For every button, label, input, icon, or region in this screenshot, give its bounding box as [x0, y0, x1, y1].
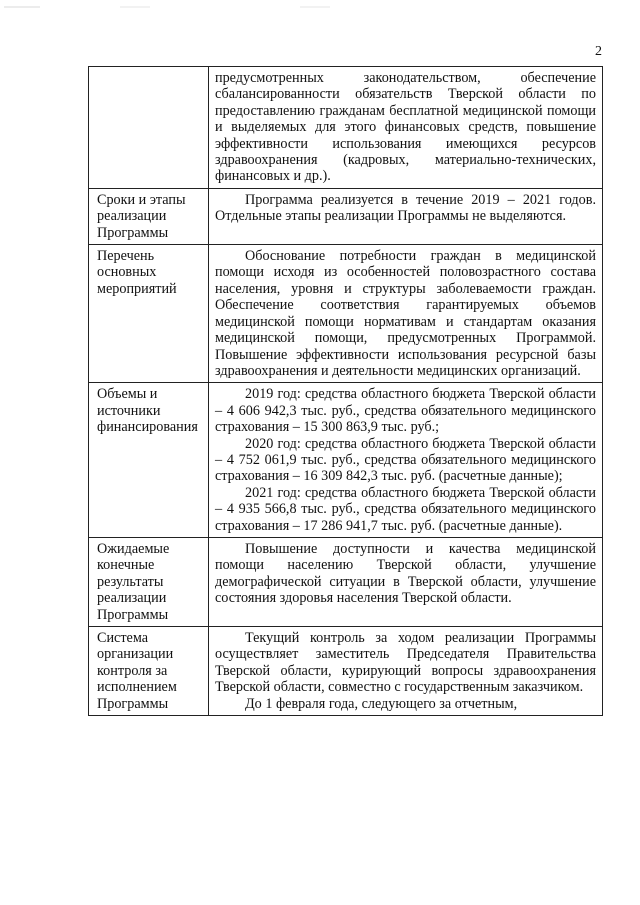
- row-label: Ожидаемые конечные результаты реализации Программы: [89, 537, 209, 626]
- paragraph: 2021 год: средства областного бюджета Тверской области – 4 935 566,8 тыс. руб., средства обязательного медицинского страхования – 17 286 941,7 тыс. руб. (расчетные данные).: [215, 484, 596, 534]
- row-content: [209, 627, 603, 716]
- table-row: [89, 537, 603, 626]
- page-number: 2: [595, 44, 602, 59]
- paragraph: Программа реализуется в течение 2019 – 2021 годов. Отдельные этапы реализации Программы не выделяются.: [215, 191, 596, 225]
- paragraph: 2019 год: средства областного бюджета Тверской области – 4 606 942,3 тыс. руб., средства обязательного медицинского страхования – 15 300 863,9 тыс. руб.;: [215, 386, 596, 436]
- row-content: [209, 537, 603, 626]
- table-row: [89, 627, 603, 716]
- row-content: [209, 188, 603, 244]
- row-content: [209, 383, 603, 538]
- table-row: [89, 245, 603, 383]
- row-content: [209, 67, 603, 189]
- paragraph: Обоснование потребности граждан в медицинской помощи исходя из особенностей половозрастного состава населения, уровня и структуры заболеваемости граждан. Обеспечение соответствия гарантируемых объемов медицинской помощи нормативам и стандартам оказания медицинской помощи, предусмотренных Программой. Повышение эффективности использования ресурсной базы здравоохранения и деятельности медицинских организаций.: [215, 248, 596, 379]
- table-row: [89, 383, 603, 538]
- paragraph: предусмотренных законодательством, обеспечение сбалансированности обязательств Тверской области по предоставлению гражданам бесплатной медицинской помощи и выделяемых для этого финансовых средств, повышение эффективности использования имеющихся ресурсов здравоохранения (кадровых, материально-технических, финансовых и др.).: [215, 70, 596, 185]
- paragraph: Повышение доступности и качества медицинской помощи населению Тверской области, улучшение демографической ситуации в Тверской области, улучшение состояния здоровья населения Тверской области.: [215, 540, 596, 607]
- paragraph: Текущий контроль за ходом реализации Программы осуществляет заместитель Председателя Правительства Тверской области, курирующий вопросы здравоохранения Тверской области, совместно с государственным заказчиком.: [215, 630, 596, 696]
- scan-artifact-marks: [0, 6, 640, 9]
- row-label: Объемы и источники финансирования: [89, 383, 209, 538]
- program-passport-table: [88, 66, 603, 716]
- row-label: Сроки и этапы реализации Программы: [89, 188, 209, 244]
- row-content: [209, 245, 603, 383]
- row-label: [89, 67, 209, 189]
- paragraph: 2020 год: средства областного бюджета Тверской области – 4 752 061,9 тыс. руб., средства обязательного медицинского страхования – 16 309 842,3 тыс. руб. (расчетные данные);: [215, 435, 596, 485]
- row-label: Система организации контроля за исполнением Программы: [89, 627, 209, 716]
- table-row: [89, 188, 603, 244]
- row-label: Перечень основных мероприятий: [89, 245, 209, 383]
- paragraph: До 1 февраля года, следующего за отчетным,: [245, 695, 518, 712]
- table-row: [89, 67, 603, 189]
